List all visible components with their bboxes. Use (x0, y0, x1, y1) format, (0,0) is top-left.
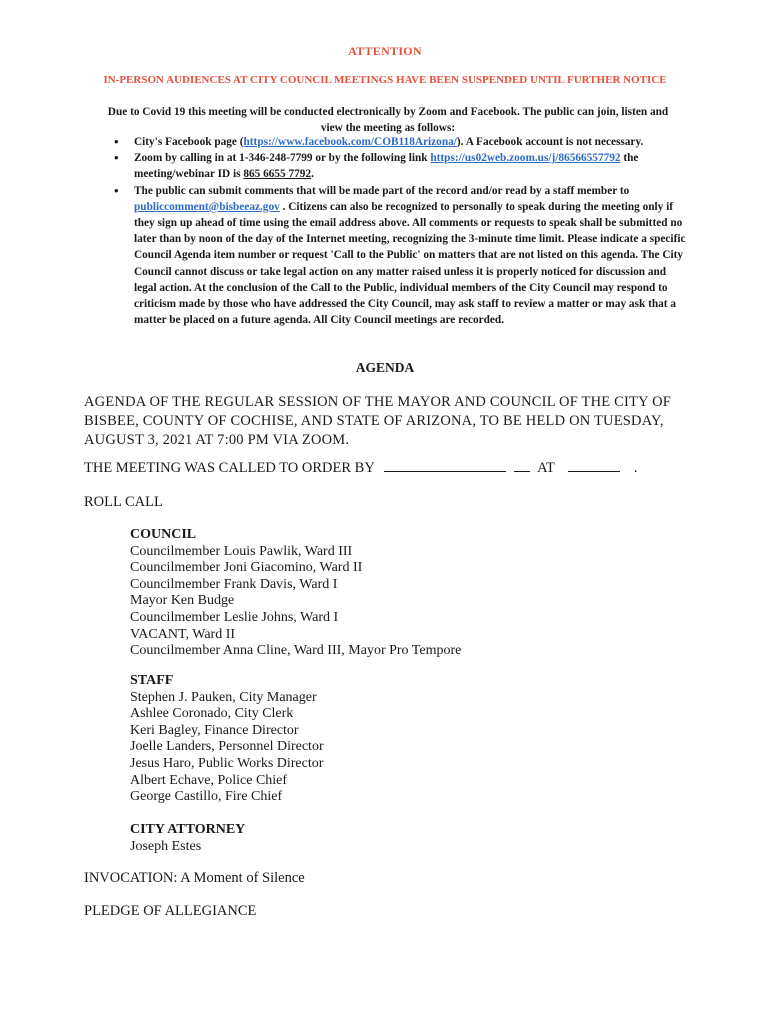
facebook-bullet (134, 134, 690, 150)
facebook-text-post: ). A Facebook account is not necessary. (456, 136, 644, 148)
staff-member: George Castillo, Fire Chief (130, 789, 283, 805)
staff-section (130, 673, 324, 806)
staff-member: Albert Echave, Police Chief (130, 772, 288, 788)
council-member: Councilmember Leslie Johns, Ward I (130, 609, 339, 625)
zoom-text-pre: Zoom by calling in at 1-346-248-7799 or by the following link (134, 152, 431, 165)
council-heading: COUNCIL (130, 527, 197, 542)
called-by-blank-extra (514, 459, 530, 472)
staff-member: Stephen J. Pauken, City Manager (130, 689, 317, 705)
zoom-link[interactable]: https://us02web.zoom.us/j/86566557792 (430, 152, 621, 165)
zoom-bullet (134, 150, 690, 182)
attention-heading: ATTENTION (348, 44, 422, 58)
agenda-title: AGENDA OF THE REGULAR SESSION OF THE MAYOR AND COUNCIL OF THE CITY OF BISBEE, COUNTY OF COCHISE, AND STATE OF ARIZONA, TO BE HELD ON TUESDAY, AUGUST 3, 2021 AT 7:00 PM VIA ZOOM. (84, 394, 672, 448)
attorney-member: Joseph Estes (130, 838, 202, 854)
at-label: AT (537, 460, 555, 476)
called-to-order-label: THE MEETING WAS CALLED TO ORDER BY (84, 460, 375, 476)
staff-member: Keri Bagley, Finance Director (130, 722, 299, 738)
attorney-section (130, 822, 245, 855)
invocation-item: INVOCATION: A Moment of Silence (84, 870, 305, 886)
suspension-notice: IN-PERSON AUDIENCES AT CITY COUNCIL MEETINGS HAVE BEEN SUSPENDED UNTIL FURTHER NOTICE (103, 74, 667, 86)
council-section (130, 527, 461, 660)
comments-bullet (134, 183, 690, 329)
zoom-text-end: . (311, 168, 314, 181)
comments-text-pre: The public can submit comments that will be made part of the record and/or read by a staff member to (134, 184, 630, 197)
called-to-order-period: . (633, 460, 638, 476)
facebook-link[interactable]: https://www.facebook.com/COB118Arizona/ (243, 136, 457, 148)
called-by-blank (384, 459, 506, 472)
council-member: VACANT, Ward II (130, 626, 236, 642)
agenda-heading: AGENDA (355, 360, 415, 375)
council-member: Mayor Ken Budge (130, 593, 235, 609)
council-members (130, 544, 461, 660)
comments-text-post: . Citizens can also be recognized to personally to speak during the meeting only if they sign up ahead of time using the email address above. All comments or requests to speak shall be submitted no later than by noon of the day of the Internet meeting, recognizing the 3-minute time limit. Please indicate a specific Council Agenda item number or request 'Call to the Public' on matters that are not listed on this agenda. The City Council cannot discuss or take legal action on any matter raised unless it is properly noticed for discussion and legal action. At the conclusion of the Call to the Public, individual members of the City Council may respond to criticism made by those who have addressed the City Council, may ask staff to review a matter or may ask that a matter be placed on a future agenda. All City Council meetings are recorded. (134, 200, 686, 327)
attorney-heading: CITY ATTORNEY (130, 822, 246, 837)
council-member: Councilmember Louis Pawlik, Ward III (130, 543, 353, 559)
zoom-meeting-id: 865 6655 7792 (243, 168, 312, 181)
staff-member: Ashlee Coronado, City Clerk (130, 706, 294, 722)
pledge-item: PLEDGE OF ALLEGIANCE (84, 903, 257, 919)
council-member: Councilmember Frank Davis, Ward I (130, 576, 338, 592)
called-to-order-line (84, 459, 704, 477)
staff-members (130, 690, 324, 806)
public-comment-email-link[interactable]: publiccomment@bisbeeaz.gov (134, 200, 280, 213)
covid-intro: Due to Covid 19 this meeting will be conducted electronically by Zoom and Facebook. The public can join, listen and view the meeting as follows: (107, 106, 669, 134)
participation-list (96, 134, 690, 328)
time-blank (568, 459, 620, 472)
staff-heading: STAFF (130, 673, 174, 688)
staff-member: Joelle Landers, Personnel Director (130, 739, 324, 755)
council-member: Councilmember Anna Cline, Ward III, Mayor Pro Tempore (130, 643, 462, 659)
zoom-text-mid: the meeting/webinar ID is (134, 152, 639, 181)
roll-call-heading: ROLL CALL (84, 494, 163, 510)
council-member: Councilmember Joni Giacomino, Ward II (130, 560, 363, 576)
staff-member: Jesus Haro, Public Works Director (130, 755, 324, 771)
facebook-text-pre: City's Facebook page ( (134, 136, 244, 148)
attorney-members (130, 839, 245, 856)
